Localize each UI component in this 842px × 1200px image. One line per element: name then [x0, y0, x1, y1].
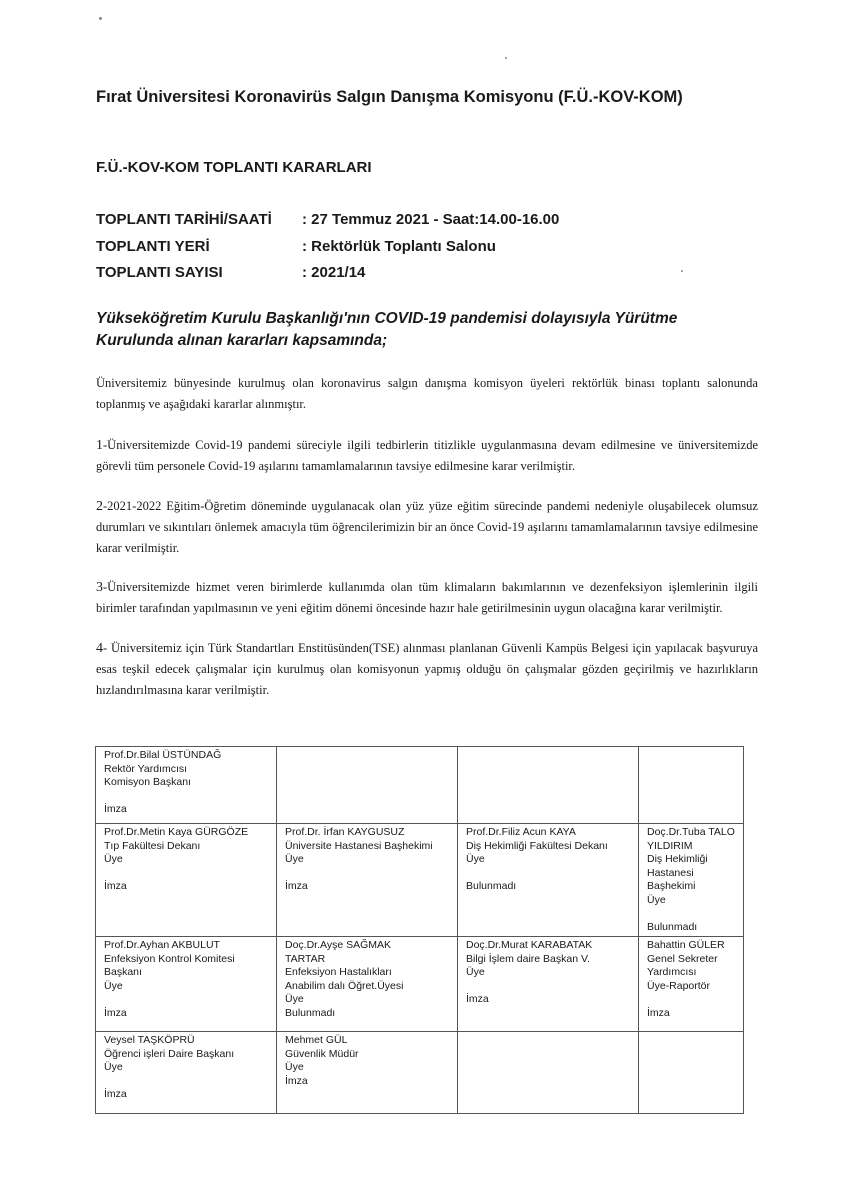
member-role: Üye: [285, 853, 304, 865]
member-role: Üye: [466, 853, 485, 865]
member-role: Üye: [104, 853, 123, 865]
signature-cell-empty: [458, 747, 639, 824]
signature-cell: [277, 824, 458, 937]
member-role: Üye: [104, 1061, 123, 1073]
member-role: Üniversite Hastanesi Başhekimi: [285, 839, 433, 852]
meeting-place-label: TOPLANTI YERİ: [96, 238, 210, 255]
member-role: Anabilim dalı Öğret.Üyesi: [285, 979, 404, 992]
signature-status: İmza: [647, 1006, 670, 1019]
member-role: Üye: [285, 1061, 304, 1073]
member-role: Başkanı: [104, 966, 142, 978]
decision-text: -Üniversitemizde hizmet veren birimlerde kullanımda olan tüm klimaların bakımlarının ve dezenfeksiyon işlemlerinin ilgili birimler tarafından yapılmasının ve yeni eğitim dönemi öncesinde hazır hale getirilmesinin uygun olacağına karar verilmiştir.: [96, 580, 758, 615]
signature-row: [96, 937, 744, 1032]
meeting-place-value: : Rektörlük Toplantı Salonu: [302, 238, 496, 255]
signature-cell-empty: [639, 1032, 744, 1114]
member-name: Prof.Dr.Bilal ÜSTÜNDAĞ: [104, 749, 222, 761]
signature-status: Bulunmadı: [647, 920, 698, 933]
member-name: Prof.Dr.Filiz Acun KAYA: [466, 826, 576, 838]
member-name: TARTAR: [285, 952, 326, 965]
signature-status: İmza: [104, 1088, 127, 1100]
intro-paragraph: Üniversitemiz bünyesinde kurulmuş olan koronavirus salgın danışma komisyon üyeleri rektörlük binası toplantı salonunda toplanmış ve aşağıdaki kararlar alınmıştır.: [96, 376, 758, 411]
member-role: Üye: [466, 966, 485, 978]
signature-status: İmza: [104, 803, 127, 815]
scan-speck: [505, 57, 507, 59]
member-role: Genel Sekreter Yardımcısı: [647, 952, 721, 978]
member-name: Veysel TAŞKÖPRÜ: [104, 1034, 195, 1046]
member-role: Güvenlik Müdür: [285, 1047, 359, 1060]
signature-cell-empty: [277, 747, 458, 824]
member-role: Başhekimi: [647, 880, 696, 892]
decision-item: [96, 638, 758, 701]
member-role: Rektör Yardımcısı: [104, 762, 188, 775]
decision-number: 2: [96, 499, 103, 514]
member-name: Doç.Dr.Tuba TALO YILDIRIM: [647, 826, 738, 852]
decision-text: - Üniversitemiz için Türk Standartları Enstitüsünden(TSE) alınması planlanan Güvenli Kampüs Belgesi için yapılacak başvuruya esas teşkil edecek çalışmalar için kurulmuş olan komisyonun yapmış olduğu ön çalışmalar gözden geçirilmiş ve hazırlıkların hızlandırılmasına karar verilmiştir.: [96, 641, 758, 697]
meeting-number-value: : 2021/14: [302, 264, 366, 281]
meeting-number-label: TOPLANTI SAYISI: [96, 264, 223, 281]
decision-text: -2021-2022 Eğitim-Öğretim döneminde uygulanacak olan yüz yüze eğitim sürecinde pandemi nedeniyle oluşabilecek olumsuz durumları ve sıkıntıları önlemek amacıyla tüm öğrencilerimizin bir an önce Covid-19 aşılarını tamamlamalarının tavsiye edilmesine karar verilmiştir.: [96, 499, 758, 555]
member-role: Enfeksiyon Kontrol Komitesi: [104, 952, 235, 965]
signature-row: [96, 1032, 744, 1114]
member-role: Komisyon Başkanı: [104, 776, 191, 788]
decision-number: 3: [96, 580, 103, 595]
decision-item: [96, 496, 758, 559]
member-role: Üye: [285, 993, 304, 1005]
intro-heading: Yükseköğretim Kurulu Başkanlığı'nın COVID-19 pandemisi dolayısıyla Yürütme Kurulunda alınan kararları kapsamında;: [96, 310, 678, 349]
signature-row: [96, 747, 744, 824]
signature-status: İmza: [104, 1006, 127, 1019]
signature-cell: [639, 937, 744, 1032]
meeting-date-label: TOPLANTI TARİHİ/SAATİ: [96, 211, 272, 228]
member-name: Doç.Dr.Murat KARABATAK: [466, 939, 593, 951]
document-subtitle: F.Ü.-KOV-KOM TOPLANTI KARARLARI: [96, 159, 372, 176]
decision-text: -Üniversitemizde Covid-19 pandemi süreciyle ilgili tedbirlerin titizlikle uygulanmasına devam edilmesine ve üniversitemizde görevli tüm personele Covid-19 aşılarını tamamlamalarının tavsiye edilmesine karar verilmiştir.: [96, 438, 758, 473]
decision-item: [96, 577, 758, 619]
member-name: Prof.Dr.Ayhan AKBULUT: [104, 939, 220, 951]
document-title: Fırat Üniversitesi Koronavirüs Salgın Danışma Komisyonu (F.Ü.-KOV-KOM): [96, 88, 683, 106]
signature-table: [95, 746, 744, 1114]
member-name: Prof.Dr.Metin Kaya GÜRGÖZE: [104, 826, 249, 838]
signature-status: Bulunmadı: [285, 1006, 336, 1019]
member-role: Enfeksiyon Hastalıkları: [285, 966, 392, 978]
signature-cell-empty: [458, 1032, 639, 1114]
signature-cell: [96, 747, 277, 824]
decision-number: 4: [96, 641, 103, 656]
signature-status: Bulunmadı: [466, 880, 517, 892]
member-role: Diş Hekimliği Fakültesi Dekanı: [466, 839, 608, 852]
decision-number: 1: [96, 438, 103, 453]
signature-status: İmza: [285, 880, 308, 892]
signature-cell: [96, 937, 277, 1032]
signature-cell: [458, 937, 639, 1032]
scan-speck: [681, 270, 683, 272]
member-role: Diş Hekimliği Hastanesi: [647, 853, 711, 879]
member-role: Tıp Fakültesi Dekanı: [104, 839, 201, 852]
member-role: Öğrenci işleri Daire Başkanı: [104, 1047, 235, 1060]
signature-cell: [458, 824, 639, 937]
member-role: Üye-Raportör: [647, 979, 711, 992]
member-role: Bilgi İşlem daire Başkan V.: [466, 952, 590, 965]
member-role: Üye: [647, 893, 666, 906]
signature-status: İmza: [104, 880, 127, 892]
signature-cell: [639, 824, 744, 937]
signature-status: İmza: [285, 1074, 308, 1087]
member-name: Mehmet GÜL: [285, 1034, 348, 1046]
member-name: Prof.Dr. İrfan KAYGUSUZ: [285, 826, 405, 838]
decision-item: [96, 435, 758, 477]
signature-cell-empty: [639, 747, 744, 824]
scan-speck: [99, 17, 102, 20]
member-name: Doç.Dr.Ayşe SAĞMAK: [285, 939, 392, 951]
signature-cell: [277, 937, 458, 1032]
signature-cell: [96, 824, 277, 937]
signature-status: İmza: [466, 993, 489, 1005]
member-role: Üye: [104, 979, 123, 992]
signature-cell: [277, 1032, 458, 1114]
meeting-date-value: : 27 Temmuz 2021 - Saat:14.00-16.00: [302, 211, 560, 228]
signature-row: [96, 824, 744, 937]
signature-cell: [96, 1032, 277, 1114]
member-name: Bahattin GÜLER: [647, 939, 725, 951]
